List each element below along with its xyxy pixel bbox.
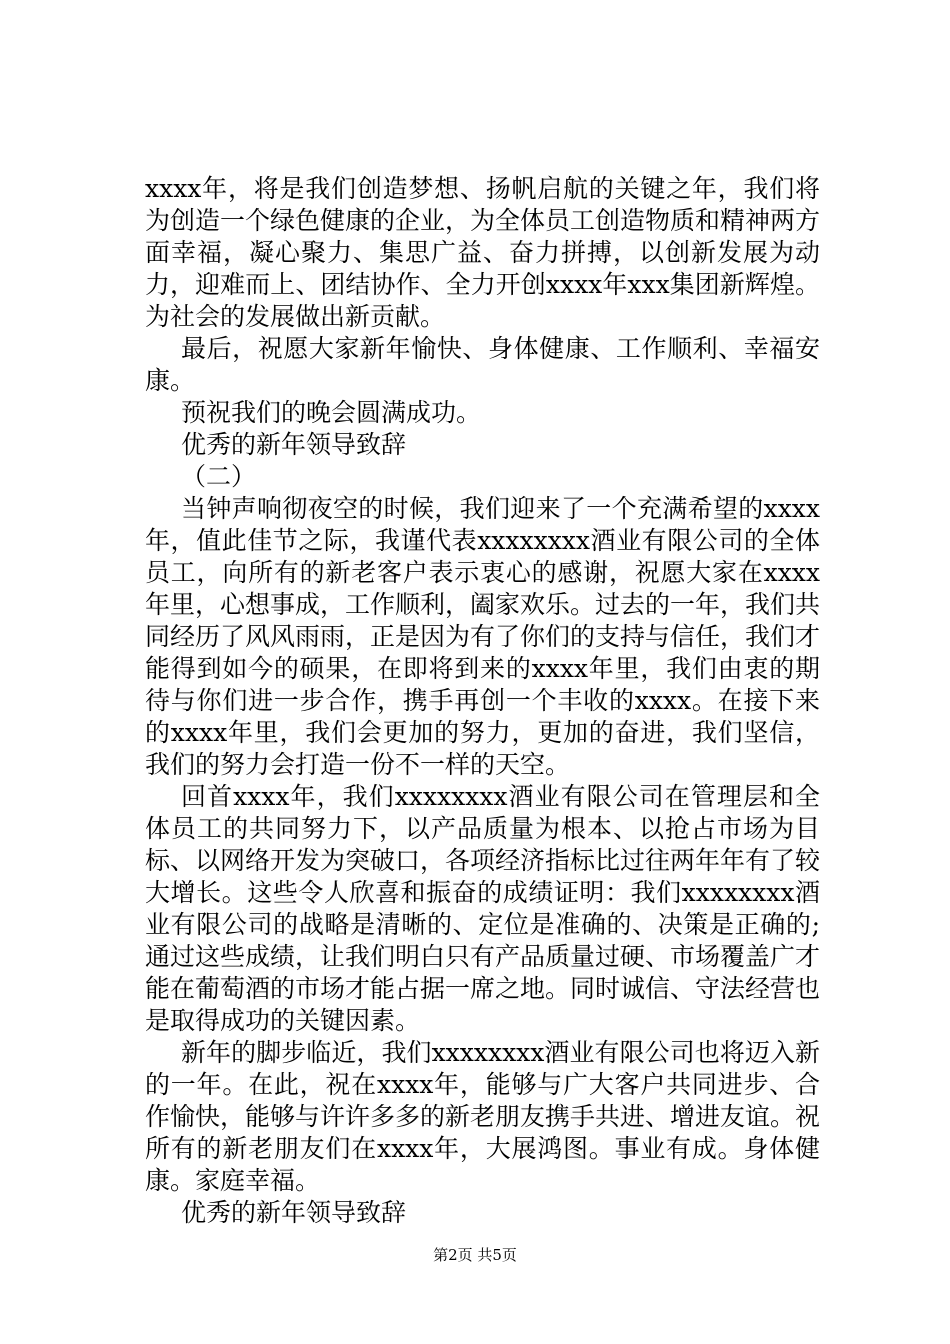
paragraph-party-wish: 预祝我们的晚会圆满成功。 — [181, 398, 482, 427]
section-number: （二） — [181, 462, 257, 491]
section-heading: 优秀的新年领导致辞 — [181, 430, 407, 459]
section-heading-next: 优秀的新年领导致辞 — [181, 1198, 407, 1227]
paragraph-closing-wishes: 最后，祝愿大家新年愉快、身体健康、工作顺利、幸福安康。 — [145, 334, 820, 395]
paragraph-review: 回首xxxx年，我们xxxxxxxx酒业有限公司在管理层和全体员工的共同努力下，以产品质量为根本、以抢占市场为目标、以网络开发为突破口，各项经济指标比过往两年年有了较大增长。这些令人欣喜和振奋的成绩证明：我们xxxxxxxx酒业有限公司的战略是清晰的、定位是准确的、决策是正确的;通过这些成绩，让我们明白只有产品质量过硬、市场覆盖广才能在葡萄酒的市场才能占据一席之地。同时诚信、守法经营也是取得成功的关键因素。 — [145, 782, 821, 1035]
paragraph-new-year-greeting: 当钟声响彻夜空的时候，我们迎来了一个充满希望的xxxx年，值此佳节之际，我谨代表xxxxxxxx酒业有限公司的全体员工，向所有的新老客户表示衷心的感谢，祝愿大家在xxxx年里，心想事成，工作顺利，阖家欢乐。过去的一年，我们共同经历了风风雨雨，正是因为有了你们的支持与信任，我们才能得到如今的硕果，在即将到来的xxxx年里，我们由衷的期待与你们进一步合作，携手再创一个丰收的xxxx。在接下来的xxxx年里，我们会更加的努力，更加的奋进，我们坚信，我们的努力会打造一份不一样的天空。 — [145, 494, 821, 779]
page-number-footer: 第2页 共5页 — [433, 1246, 517, 1264]
document-body — [145, 173, 820, 1229]
paragraph-continuation: xxxx年，将是我们创造梦想、扬帆启航的关键之年，我们将为创造一个绿色健康的企业，为全体员工创造物质和精神两方面幸福，凝心聚力、集思广益、奋力拼搏，以创新发展为动力，迎难而上、团结协作、全力开创xxxx年xxx集团新辉煌。为社会的发展做出新贡献。 — [145, 174, 821, 331]
paragraph-outlook: 新年的脚步临近，我们xxxxxxxx酒业有限公司也将迈入新的一年。在此，祝在xxxx年，能够与广大客户共同进步、合作愉快，能够与许许多多的新老朋友携手共进、增进友谊。祝所有的新老朋友们在xxxx年，大展鸿图。事业有成。身体健康。家庭幸福。 — [145, 1038, 821, 1195]
